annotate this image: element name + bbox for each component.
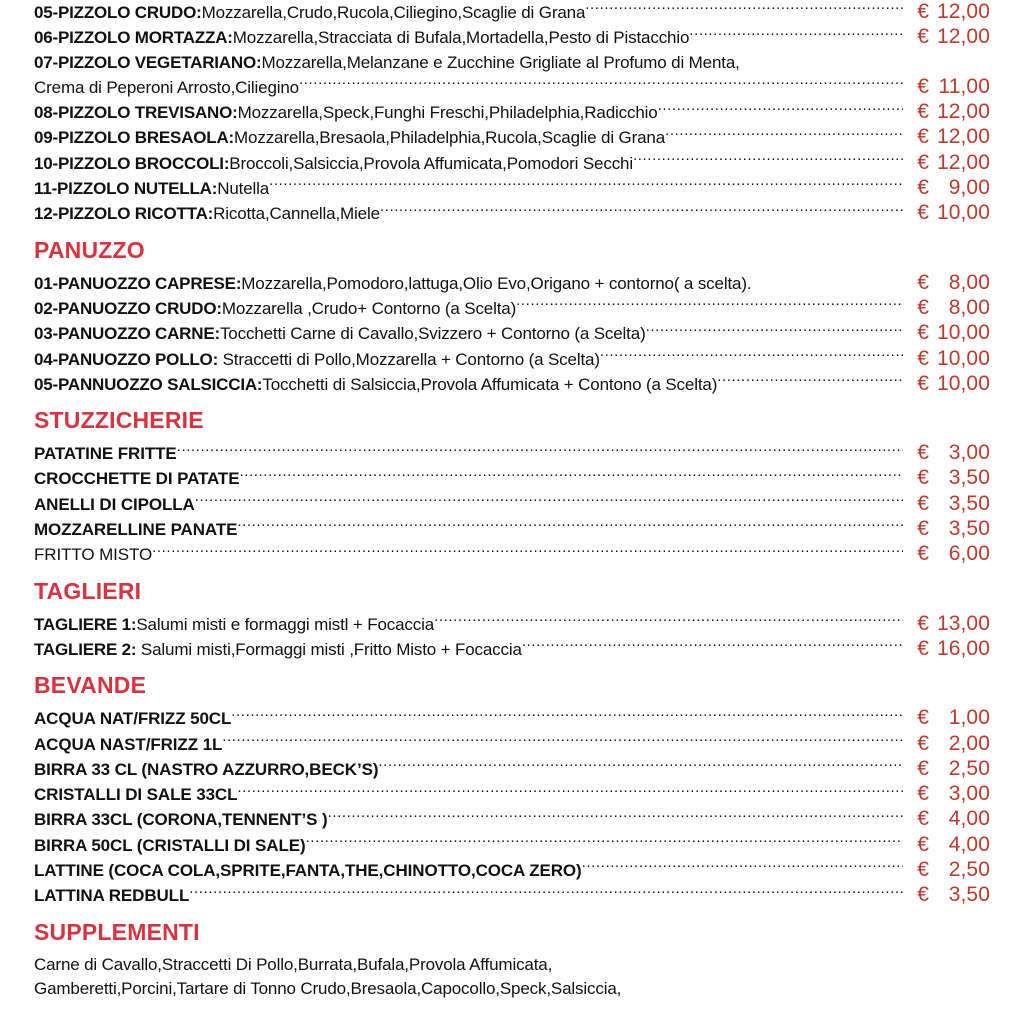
supplementi-text xyxy=(34,953,990,1002)
item-number: 11- xyxy=(34,179,58,199)
dot-leader xyxy=(434,613,903,630)
item-number: 07- xyxy=(34,52,58,72)
price-amount: 12,00 xyxy=(936,0,990,23)
bevande-item-list xyxy=(34,706,990,908)
item-text xyxy=(34,152,633,176)
currency-symbol: € xyxy=(917,150,929,174)
currency-symbol: € xyxy=(917,441,929,465)
dot-leader xyxy=(585,1,903,18)
currency-symbol: € xyxy=(917,782,929,806)
menu-item-row xyxy=(34,883,990,908)
section-heading-panuzzo: PANUZZO xyxy=(34,236,145,263)
section-panuzzo xyxy=(0,227,1024,397)
menu-item-row xyxy=(34,612,990,637)
menu-item-line xyxy=(34,51,990,75)
currency-symbol: € xyxy=(917,466,929,490)
currency-symbol: € xyxy=(917,0,929,23)
item-price xyxy=(903,858,990,882)
item-description: Mozzarella,Bresaola,Philadelphia,Rucola,Scaglie di Grana xyxy=(234,128,666,148)
item-number: 04- xyxy=(34,349,58,369)
item-name: PIZZOLO VEGETARIANO: xyxy=(57,52,262,72)
item-name: ACQUA NAT/FRIZZ 50CL xyxy=(34,709,232,729)
item-name: PIZZOLO RICOTTA: xyxy=(57,204,214,224)
item-price xyxy=(903,176,990,200)
item-number: 06- xyxy=(34,28,58,48)
item-price xyxy=(903,271,990,295)
menu-item-row xyxy=(34,176,990,201)
item-name: BIRRA 33CL (CORONA,TENNENT’S ) xyxy=(34,810,328,830)
price-amount: 8,00 xyxy=(948,295,990,319)
dot-leader xyxy=(195,493,903,510)
price-amount: 10,00 xyxy=(936,346,990,370)
item-number: 12- xyxy=(34,204,58,224)
currency-symbol: € xyxy=(917,176,929,200)
item-text xyxy=(34,322,646,346)
item-name: BIRRA 33 CL (NASTRO AZZURRO,BECK’S) xyxy=(34,759,379,779)
item-name: LATTINE (COCA COLA,SPRITE,FANTA,THE,CHINOTTO,COCA ZERO) xyxy=(34,861,582,881)
item-price xyxy=(903,75,990,99)
item-number: 05- xyxy=(34,374,58,394)
item-name: CRISTALLI DI SALE 33CL xyxy=(34,785,238,805)
price-amount: 12,00 xyxy=(936,125,990,149)
price-amount: 2,50 xyxy=(948,858,990,882)
menu-item-row xyxy=(34,125,990,150)
menu-item-row xyxy=(34,347,990,372)
dot-leader xyxy=(222,733,903,750)
section-heading-stuzzicherie: STUZZICHERIE xyxy=(34,407,204,434)
item-price xyxy=(903,321,990,345)
item-text xyxy=(34,1,585,25)
price-amount: 3,50 xyxy=(948,466,990,490)
item-name: ANELLI DI CIPOLLA xyxy=(34,494,195,514)
section-stuzzicherie xyxy=(0,397,1024,567)
item-description: Mozzarella,Pomodoro,lattuga,Olio Evo,Origano + contorno( a scelta). xyxy=(241,273,752,293)
currency-symbol: € xyxy=(917,807,929,831)
item-price xyxy=(903,296,990,320)
item-description: Mozzarella,Stracciata di Bufala,Mortadella,Pesto di Pistacchio xyxy=(232,28,690,48)
item-name: PIZZOLO TREVISANO: xyxy=(57,103,238,123)
dot-leader xyxy=(189,884,903,901)
price-amount: 16,00 xyxy=(936,636,990,660)
taglieri-item-list xyxy=(34,612,990,663)
item-description: Nutella xyxy=(217,179,270,199)
price-amount: 3,00 xyxy=(948,441,990,465)
item-price xyxy=(903,0,990,24)
item-price xyxy=(903,201,990,225)
section-taglieri xyxy=(0,568,1024,663)
dot-leader xyxy=(600,348,903,365)
item-text xyxy=(34,272,751,296)
menu-item-row xyxy=(34,372,990,397)
item-description: Mozzarella ,Crudo+ Contorno (a Scelta) xyxy=(221,298,517,318)
section-heading-taglieri: TAGLIERI xyxy=(34,577,142,604)
section-heading-supplementi: SUPPLEMENTI xyxy=(34,918,200,945)
menu-item-row xyxy=(34,807,990,832)
item-number: 01- xyxy=(34,273,58,293)
item-price xyxy=(903,706,990,730)
currency-symbol: € xyxy=(917,858,929,882)
menu-item-row xyxy=(34,757,990,782)
section-heading-bevande: BEVANDE xyxy=(34,672,147,699)
currency-symbol: € xyxy=(917,542,929,566)
menu-item-row xyxy=(34,517,990,542)
item-description: Salumi misti,Formaggi misti ,Fritto Misto + Focaccia xyxy=(136,639,522,659)
item-description: Mozzarella,Speck,Funghi Freschi,Philadelphia,Radicchio xyxy=(237,103,658,123)
section-bevande xyxy=(0,662,1024,908)
dot-leader xyxy=(522,638,903,655)
item-text xyxy=(34,202,380,226)
dot-leader xyxy=(582,859,903,876)
item-price xyxy=(903,25,990,49)
item-description: Straccetti di Pollo,Mozzarella + Contorno (a Scelta) xyxy=(218,349,600,369)
item-name: PANUOZZO CARNE: xyxy=(57,324,220,344)
menu-item-row xyxy=(34,75,990,100)
item-description: Tocchetti Carne di Cavallo,Svizzero + Contorno (a Scelta) xyxy=(219,324,646,344)
item-text xyxy=(34,177,269,201)
item-name: TAGLIERE 1: xyxy=(34,614,137,634)
item-name: ACQUA NAST/FRIZZ 1L xyxy=(34,734,223,754)
section-supplementi xyxy=(0,909,1024,1002)
price-amount: 3,50 xyxy=(948,491,990,515)
item-text xyxy=(34,101,658,125)
menu-item-row xyxy=(34,732,990,757)
item-text xyxy=(34,26,689,50)
item-name: PANUOZZO CRUDO: xyxy=(57,298,222,318)
item-number: 10- xyxy=(34,153,58,173)
menu-item-row xyxy=(34,637,990,662)
item-name: PIZZOLO NUTELLA: xyxy=(57,179,218,199)
menu-item-row xyxy=(34,321,990,346)
currency-symbol: € xyxy=(917,201,929,225)
menu-item-row xyxy=(34,201,990,226)
currency-symbol: € xyxy=(917,706,929,730)
currency-symbol: € xyxy=(917,270,929,294)
item-name: PIZZOLO BROCCOLI: xyxy=(57,153,230,173)
item-name: BIRRA 50CL (CRISTALLI DI SALE) xyxy=(34,835,306,855)
menu-item-row xyxy=(34,271,990,296)
item-description: Ricotta,Cannella,Miele xyxy=(213,204,380,224)
price-amount: 4,00 xyxy=(948,832,990,856)
price-amount: 10,00 xyxy=(936,321,990,345)
item-description: Salumi misti e formaggi mistl + Focaccia xyxy=(136,614,435,634)
dot-leader xyxy=(646,322,903,339)
menu-item-row xyxy=(34,466,990,491)
currency-symbol: € xyxy=(917,731,929,755)
price-amount: 1,00 xyxy=(948,706,990,730)
panuzzo-item-list xyxy=(34,271,990,397)
currency-symbol: € xyxy=(917,321,929,345)
currency-symbol: € xyxy=(917,100,929,124)
item-text xyxy=(34,373,717,397)
item-price xyxy=(903,125,990,149)
price-amount: 8,00 xyxy=(948,270,990,294)
currency-symbol: € xyxy=(917,883,929,907)
dot-leader xyxy=(328,808,903,825)
menu-item-row xyxy=(34,441,990,466)
dot-leader xyxy=(380,202,903,219)
item-price xyxy=(903,347,990,371)
item-description: Tocchetti di Salsiccia,Provola Affumicata + Contono (a Scelta) xyxy=(262,374,718,394)
section-pizzolo-continued xyxy=(0,0,1024,227)
dot-leader xyxy=(269,177,903,194)
currency-symbol: € xyxy=(917,371,929,395)
item-price xyxy=(903,807,990,831)
item-number: 08- xyxy=(34,103,58,123)
dot-leader xyxy=(239,467,903,484)
menu-item-row xyxy=(34,492,990,517)
price-amount: 2,50 xyxy=(948,756,990,780)
supplementi-line: Carne di Cavallo,Straccetti Di Pollo,Burrata,Bufala,Provola Affumicata, xyxy=(34,954,553,974)
item-price xyxy=(903,637,990,661)
item-price xyxy=(903,100,990,124)
item-number: 05- xyxy=(34,3,58,22)
price-amount: 12,00 xyxy=(936,25,990,49)
currency-symbol: € xyxy=(917,517,929,541)
item-name: FRITTO MISTO xyxy=(34,545,153,565)
menu-item-row xyxy=(34,542,990,567)
currency-symbol: € xyxy=(917,832,929,856)
currency-symbol: € xyxy=(917,295,929,319)
item-price xyxy=(903,612,990,636)
price-amount: 3,00 xyxy=(948,782,990,806)
menu-item-row xyxy=(34,0,990,25)
price-amount: 3,50 xyxy=(948,517,990,541)
item-name: PIZZOLO BRESAOLA: xyxy=(57,128,235,148)
item-price xyxy=(903,732,990,756)
item-description-line2: Crema di Peperoni Arrosto,Ciliegino xyxy=(34,77,299,97)
item-description: Broccoli,Salsiccia,Provola Affumicata,Pomodori Secchi xyxy=(229,153,633,173)
item-name: LATTINA REDBULL xyxy=(34,886,190,906)
dot-leader xyxy=(516,297,903,314)
item-price xyxy=(903,372,990,396)
price-amount: 12,00 xyxy=(936,150,990,174)
supplementi-line: Gamberetti,Porcini,Tartare di Tonno Crudo,Bresaola,Capocollo,Speck,Salsiccia, xyxy=(34,978,622,998)
currency-symbol: € xyxy=(917,74,929,98)
price-amount: 2,00 xyxy=(948,731,990,755)
item-number: 03- xyxy=(34,324,58,344)
item-name: TAGLIERE 2: xyxy=(34,639,137,659)
dot-leader xyxy=(717,373,903,390)
dot-leader xyxy=(658,101,903,118)
item-number: 09- xyxy=(34,128,58,148)
item-number: 02- xyxy=(34,298,58,318)
dot-leader xyxy=(231,707,903,724)
item-text xyxy=(34,348,600,372)
item-name: PANUOZZO POLLO: xyxy=(57,349,219,369)
item-name: PIZZOLO MORTAZZA: xyxy=(57,28,233,48)
currency-symbol: € xyxy=(917,125,929,149)
dot-leader xyxy=(152,543,903,560)
item-name: PANNUOZZO SALSICCIA: xyxy=(57,374,263,394)
item-price xyxy=(903,466,990,490)
item-name: CROCCHETTE DI PATATE xyxy=(34,469,240,489)
currency-symbol: € xyxy=(917,636,929,660)
item-price xyxy=(903,542,990,566)
dot-leader xyxy=(633,152,903,169)
menu-item-row xyxy=(34,100,990,125)
item-text xyxy=(34,297,516,321)
currency-symbol: € xyxy=(917,491,929,515)
item-price xyxy=(903,517,990,541)
item-price xyxy=(903,782,990,806)
item-price xyxy=(903,757,990,781)
item-price xyxy=(903,492,990,516)
dot-leader xyxy=(299,76,903,93)
dot-leader xyxy=(177,442,903,459)
dot-leader xyxy=(689,26,903,43)
dot-leader xyxy=(237,518,903,535)
item-price xyxy=(903,441,990,465)
menu-item-row xyxy=(34,833,990,858)
item-name: MOZZARELLINE PANATE xyxy=(34,520,238,540)
price-amount: 9,00 xyxy=(948,176,990,200)
menu-item-row xyxy=(34,858,990,883)
item-text xyxy=(34,638,522,662)
price-amount: 11,00 xyxy=(938,74,990,98)
currency-symbol: € xyxy=(917,611,929,635)
item-price xyxy=(903,883,990,907)
menu-item-row xyxy=(34,25,990,50)
price-amount: 13,00 xyxy=(936,611,990,635)
menu-item-row xyxy=(34,151,990,176)
currency-symbol: € xyxy=(917,346,929,370)
item-price xyxy=(903,151,990,175)
dot-leader xyxy=(378,758,903,775)
price-amount: 10,00 xyxy=(936,201,990,225)
menu-item-row xyxy=(34,782,990,807)
item-text xyxy=(34,126,665,150)
price-amount: 3,50 xyxy=(948,883,990,907)
item-name: PATATINE FRITTE xyxy=(34,444,177,464)
item-name: PANUOZZO CAPRESE: xyxy=(57,273,242,293)
item-name: PIZZOLO CRUDO: xyxy=(57,3,202,22)
item-text xyxy=(34,613,434,637)
currency-symbol: € xyxy=(917,756,929,780)
dot-leader xyxy=(237,783,903,800)
stuzzicherie-item-list xyxy=(34,441,990,567)
item-description-continued xyxy=(34,76,299,100)
menu-item-row xyxy=(34,706,990,731)
price-amount: 12,00 xyxy=(936,100,990,124)
dot-leader xyxy=(665,126,903,143)
item-description: Mozzarella,Melanzane e Zucchine Grigliate al Profumo di Menta, xyxy=(261,52,740,72)
price-amount: 6,00 xyxy=(948,542,990,566)
price-amount: 10,00 xyxy=(936,371,990,395)
price-amount: 4,00 xyxy=(948,807,990,831)
menu-item-row xyxy=(34,296,990,321)
currency-symbol: € xyxy=(917,25,929,49)
item-price xyxy=(903,833,990,857)
dot-leader xyxy=(306,834,903,851)
pizzolo-item-list xyxy=(34,0,990,227)
item-description: Mozzarella,Crudo,Rucola,Ciliegino,Scaglie di Grana xyxy=(201,3,586,22)
